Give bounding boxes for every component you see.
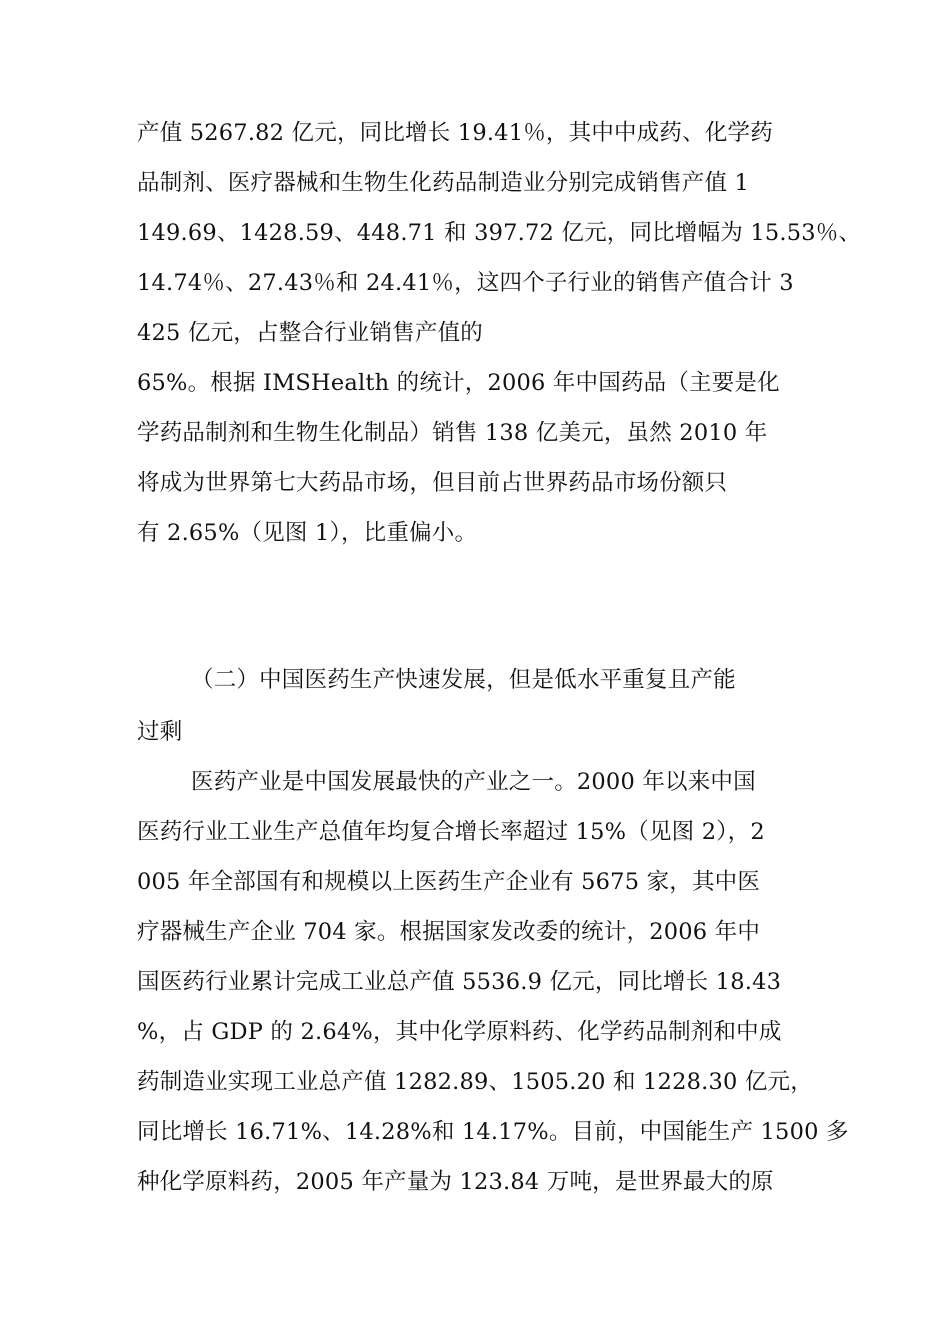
section-heading-line-2: 过剩 [137,719,183,745]
paragraph-2-line-1: 医药产业是中国发展最快的产业之一。2000 年以来中国 [191,769,756,795]
paragraph-2-line-2: 医药行业工业生产总值年均复合增长率超过 15%（见图 2），2 [137,819,765,845]
paragraph-1-line-6: 65%。根据 IMSHealth 的统计，2006 年中国药品（主要是化 [137,370,780,396]
paragraph-1-line-7: 学药品制剂和生物生化制品）销售 138 亿美元，虽然 2010 年 [137,420,768,446]
paragraph-1-line-4: 14.74％、27.43％和 24.41％，这四个子行业的销售产值合计 3 [137,270,794,296]
paragraph-2-line-9: 种化学原料药，2005 年产量为 123.84 万吨，是世界最大的原 [137,1169,774,1195]
paragraph-2-line-7: 药制造业实现工业总产值 1282.89、1505.20 和 1228.30 亿元， [137,1069,813,1095]
paragraph-1-line-9: 有 2.65%（见图 1），比重偏小。 [137,520,478,546]
paragraph-2-line-5: 国医药行业累计完成工业总产值 5536.9 亿元，同比增长 18.43 [137,969,782,995]
paragraph-2-line-6: %，占 GDP 的 2.64%，其中化学原料药、化学药品制剂和中成 [137,1019,782,1045]
paragraph-2-line-8: 同比增长 16.71%、14.28%和 14.17%。目前，中国能生产 1500 多 [137,1119,849,1145]
paragraph-1-line-8: 将成为世界第七大药品市场，但目前占世界药品市场份额只 [137,470,728,496]
paragraph-2-line-3: 005 年全部国有和规模以上医药生产企业有 5675 家，其中医 [137,869,761,895]
paragraph-1-line-5: 425 亿元，占整合行业销售产值的 [137,320,483,346]
paragraph-1-line-3: 149.69、1428.59、448.71 和 397.72 亿元，同比增幅为 15.53％、 [137,220,862,246]
paragraph-1-line-2: 品制剂、医疗器械和生物生化药品制造业分别完成销售产值 1 [137,170,750,196]
paragraph-2-line-4: 疗器械生产企业 704 家。根据国家发改委的统计，2006 年中 [137,919,761,945]
section-heading-line-1: （二）中国医药生产快速发展，但是低水平重复且产能 [191,667,736,693]
paragraph-1-line-1: 产值 5267.82 亿元，同比增长 19.41％，其中中成药、化学药 [137,120,773,146]
